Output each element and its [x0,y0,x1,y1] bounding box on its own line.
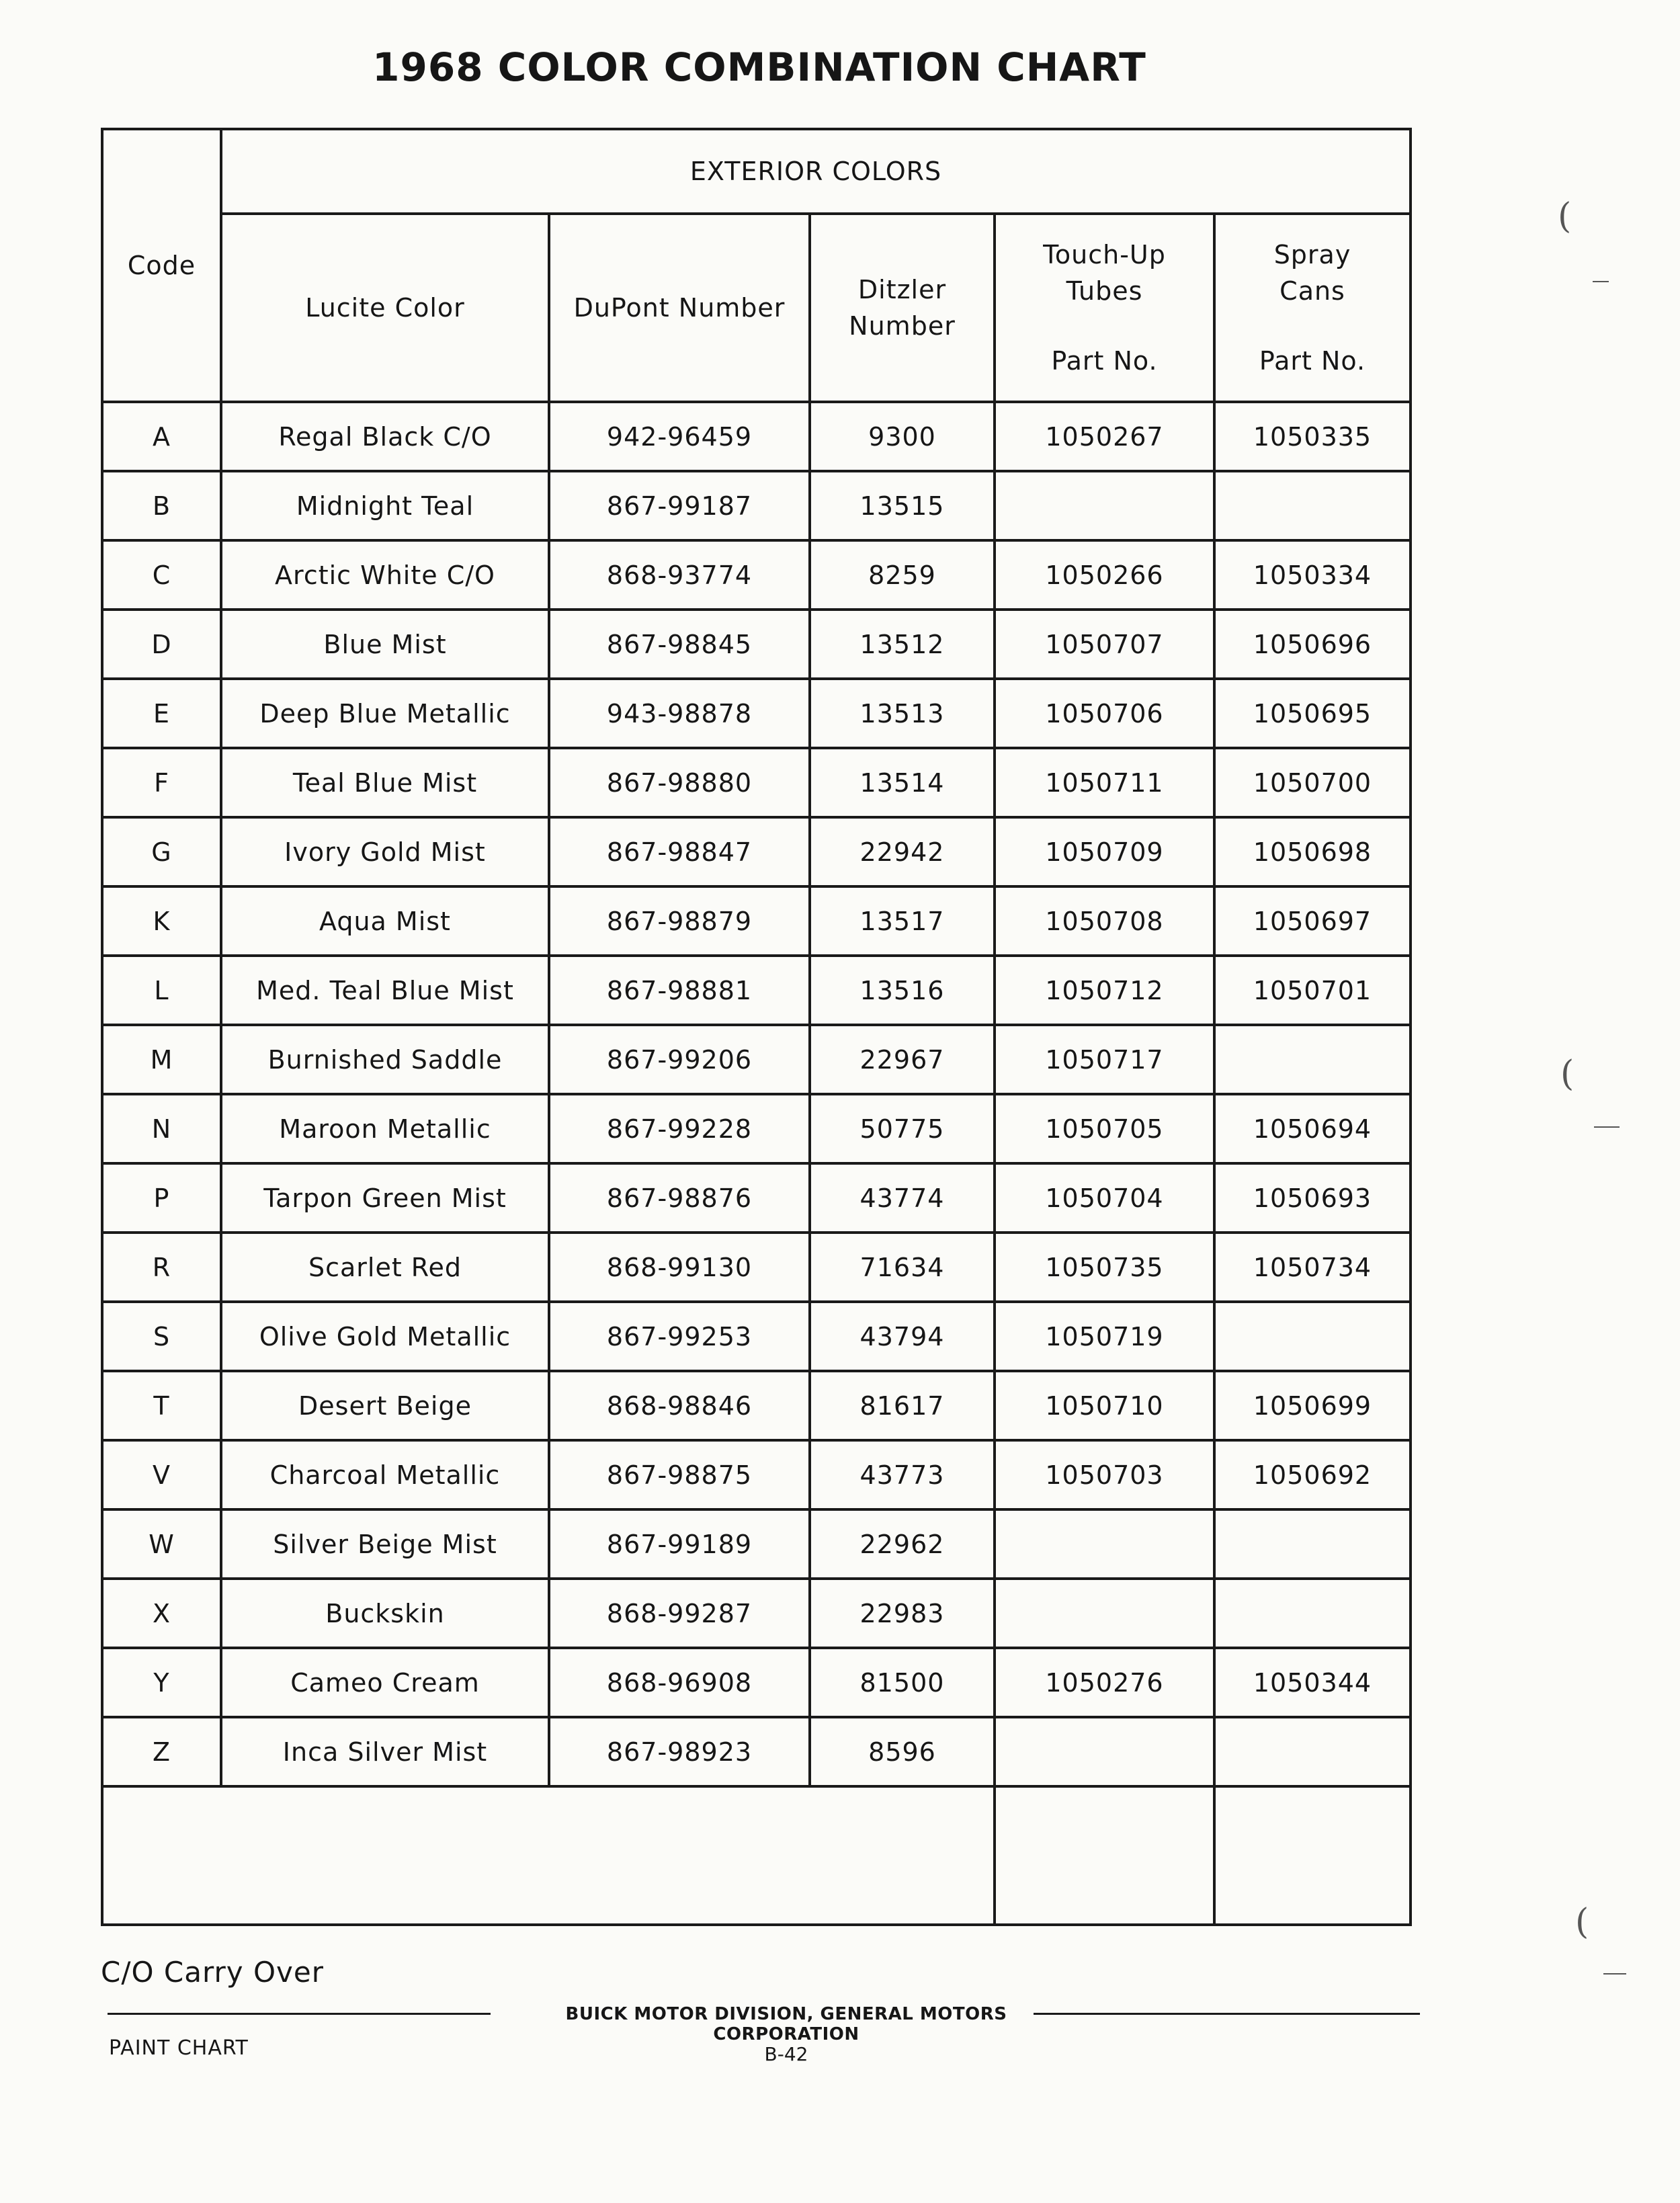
table-row [102,1579,1411,1648]
touchup-part-cell: 1050709 [995,817,1214,886]
ditzler-number-cell: 9300 [810,402,995,471]
table-row [102,748,1411,817]
touchup-part-cell: 1050266 [995,540,1214,610]
code-cell: B [102,471,221,540]
table-row [102,471,1411,540]
table-row [102,1094,1411,1163]
dupont-number-cell: 867-98880 [549,748,810,817]
dupont-number-cell: 868-99287 [549,1579,810,1648]
corporation-name: BUICK MOTOR DIVISION, GENERAL MOTORS CORPORATION [565,2004,1007,2044]
ditzler-header-line: Ditzler [857,275,947,304]
table-row [102,679,1411,748]
lucite-color-cell: Burnished Saddle [221,1025,549,1094]
touchup-part-cell: 1050712 [995,956,1214,1025]
table-row [102,1163,1411,1233]
spray-header-part-no: Part No. [1259,346,1366,376]
code-cell: F [102,748,221,817]
touchup-part-cell: 1050703 [995,1440,1214,1509]
code-cell: V [102,1440,221,1509]
code-cell: A [102,402,221,471]
dupont-number-cell: 867-99206 [549,1025,810,1094]
column-header-ditzler-number [810,214,995,402]
touchup-part-cell: 1050706 [995,679,1214,748]
touchup-part-cell: 1050719 [995,1302,1214,1371]
section-label: PAINT CHART [109,2036,249,2060]
ditzler-number-cell: 13517 [810,886,995,956]
table-row [102,1648,1411,1717]
ditzler-number-cell: 8259 [810,540,995,610]
spray-part-cell: 1050335 [1214,402,1411,471]
table-row [102,402,1411,471]
spray-header-line: Cans [1279,276,1345,306]
ditzler-number-cell: 71634 [810,1233,995,1302]
spray-part-cell [1214,1717,1411,1786]
spray-part-cell: 1050693 [1214,1163,1411,1233]
lucite-color-cell: Scarlet Red [221,1233,549,1302]
margin-paren-mark: ( [1558,196,1572,237]
dupont-number-cell: 868-96908 [549,1648,810,1717]
dupont-number-cell: 868-93774 [549,540,810,610]
touchup-header-line: Touch-Up [1043,240,1166,269]
lucite-color-cell: Inca Silver Mist [221,1717,549,1786]
touchup-part-cell: 1050710 [995,1371,1214,1440]
touchup-part-cell [995,1717,1214,1786]
blank-cell [1214,1786,1411,1925]
margin-dash-mark [1594,1126,1620,1128]
dupont-number-cell: 943-98878 [549,679,810,748]
touchup-part-cell: 1050707 [995,610,1214,679]
spray-part-cell: 1050344 [1214,1648,1411,1717]
ditzler-number-cell: 13512 [810,610,995,679]
table-row [102,1302,1411,1371]
lucite-color-cell: Buckskin [221,1579,549,1648]
ditzler-number-cell: 8596 [810,1717,995,1786]
code-cell: K [102,886,221,956]
footer-rule-left [108,2013,491,2015]
code-cell: S [102,1302,221,1371]
spray-part-cell: 1050695 [1214,679,1411,748]
touchup-part-cell: 1050704 [995,1163,1214,1233]
touchup-part-cell: 1050267 [995,402,1214,471]
lucite-color-cell: Regal Black C/O [221,402,549,471]
touchup-part-cell [995,471,1214,540]
dupont-number-cell: 867-98847 [549,817,810,886]
ditzler-header-line: Number [849,311,956,341]
spray-part-cell: 1050696 [1214,610,1411,679]
lucite-color-cell: Deep Blue Metallic [221,679,549,748]
code-cell: W [102,1509,221,1579]
ditzler-number-cell: 13513 [810,679,995,748]
lucite-color-cell: Aqua Mist [221,886,549,956]
ditzler-number-cell: 13515 [810,471,995,540]
spray-part-cell: 1050692 [1214,1440,1411,1509]
lucite-color-cell: Olive Gold Metallic [221,1302,549,1371]
code-cell: N [102,1094,221,1163]
spray-part-cell: 1050700 [1214,748,1411,817]
margin-dash-mark [1593,281,1609,282]
dupont-number-cell: 868-99130 [549,1233,810,1302]
spray-part-cell [1214,471,1411,540]
ditzler-number-cell: 13514 [810,748,995,817]
spray-part-cell: 1050334 [1214,540,1411,610]
code-cell: C [102,540,221,610]
table-row [102,1509,1411,1579]
ditzler-number-cell: 43773 [810,1440,995,1509]
dupont-number-cell: 942-96459 [549,402,810,471]
table-row [102,610,1411,679]
lucite-color-cell: Silver Beige Mist [221,1509,549,1579]
spray-part-cell: 1050699 [1214,1371,1411,1440]
dupont-number-cell: 867-99253 [549,1302,810,1371]
ditzler-number-cell: 22967 [810,1025,995,1094]
ditzler-number-cell: 43794 [810,1302,995,1371]
blank-cell [102,1786,995,1925]
margin-paren-mark: ( [1575,1902,1589,1942]
column-header-spray-cans [1214,214,1411,402]
table-row [102,1233,1411,1302]
ditzler-number-cell: 81500 [810,1648,995,1717]
spray-part-cell: 1050697 [1214,886,1411,956]
blank-row [102,1786,1411,1925]
table-row [102,817,1411,886]
table-row [102,1025,1411,1094]
touchup-part-cell: 1050708 [995,886,1214,956]
blank-cell [995,1786,1214,1925]
column-header-code: Code [102,129,221,402]
code-cell: L [102,956,221,1025]
dupont-number-cell: 867-99189 [549,1509,810,1579]
spray-part-cell [1214,1579,1411,1648]
ditzler-number-cell: 22942 [810,817,995,886]
touchup-part-cell: 1050276 [995,1648,1214,1717]
dupont-number-cell: 867-98845 [549,610,810,679]
code-cell: D [102,610,221,679]
column-header-lucite-color: Lucite Color [221,214,549,402]
touchup-part-cell: 1050735 [995,1233,1214,1302]
spray-part-cell [1214,1302,1411,1371]
lucite-color-cell: Midnight Teal [221,471,549,540]
carry-over-footnote: C/O Carry Over [101,1956,324,1989]
dupont-number-cell: 868-98846 [549,1371,810,1440]
dupont-number-cell: 867-98879 [549,886,810,956]
spray-part-cell: 1050694 [1214,1094,1411,1163]
group-header-exterior-colors: EXTERIOR COLORS [221,129,1411,214]
lucite-color-cell: Charcoal Metallic [221,1440,549,1509]
lucite-color-cell: Arctic White C/O [221,540,549,610]
table-row [102,1371,1411,1440]
code-cell: T [102,1371,221,1440]
spray-header-line: Spray [1273,240,1351,269]
table-row [102,886,1411,956]
column-header-dupont-number: DuPont Number [549,214,810,402]
code-cell: P [102,1163,221,1233]
ditzler-number-cell: 13516 [810,956,995,1025]
lucite-color-cell: Ivory Gold Mist [221,817,549,886]
table-row [102,956,1411,1025]
color-combination-table [101,128,1412,1926]
dupont-number-cell: 867-99187 [549,471,810,540]
ditzler-number-cell: 50775 [810,1094,995,1163]
code-cell: Z [102,1717,221,1786]
dupont-number-cell: 867-98876 [549,1163,810,1233]
lucite-color-cell: Maroon Metallic [221,1094,549,1163]
ditzler-number-cell: 81617 [810,1371,995,1440]
dupont-number-cell: 867-98923 [549,1717,810,1786]
lucite-color-cell: Blue Mist [221,610,549,679]
touchup-part-cell [995,1509,1214,1579]
lucite-color-cell: Desert Beige [221,1371,549,1440]
touchup-part-cell: 1050717 [995,1025,1214,1094]
code-cell: X [102,1579,221,1648]
touchup-part-cell: 1050711 [995,748,1214,817]
lucite-color-cell: Teal Blue Mist [221,748,549,817]
spray-part-cell [1214,1509,1411,1579]
spray-part-cell: 1050698 [1214,817,1411,886]
dupont-number-cell: 867-99228 [549,1094,810,1163]
spray-part-cell: 1050701 [1214,956,1411,1025]
table-row [102,540,1411,610]
lucite-color-cell: Tarpon Green Mist [221,1163,549,1233]
ditzler-number-cell: 43774 [810,1163,995,1233]
table-row [102,1717,1411,1786]
touchup-part-cell: 1050705 [995,1094,1214,1163]
code-cell: R [102,1233,221,1302]
dupont-number-cell: 867-98875 [549,1440,810,1509]
margin-dash-mark [1603,1973,1626,1975]
ditzler-number-cell: 22983 [810,1579,995,1648]
dupont-number-cell: 867-98881 [549,956,810,1025]
page-number: B-42 [764,2043,808,2065]
table-row [102,1440,1411,1509]
touchup-part-cell [995,1579,1214,1648]
lucite-color-cell: Med. Teal Blue Mist [221,956,549,1025]
page-title: 1968 COLOR COMBINATION CHART [372,44,1146,90]
code-cell: Y [102,1648,221,1717]
margin-paren-mark: ( [1560,1054,1574,1094]
code-cell: G [102,817,221,886]
touchup-header-line: Tubes [1066,276,1143,306]
code-cell: E [102,679,221,748]
spray-part-cell [1214,1025,1411,1094]
column-header-touchup-tubes [995,214,1214,402]
spray-part-cell: 1050734 [1214,1233,1411,1302]
footer-rule-right [1034,2013,1420,2015]
code-cell: M [102,1025,221,1094]
lucite-color-cell: Cameo Cream [221,1648,549,1717]
touchup-header-part-no: Part No. [1051,346,1158,376]
ditzler-number-cell: 22962 [810,1509,995,1579]
